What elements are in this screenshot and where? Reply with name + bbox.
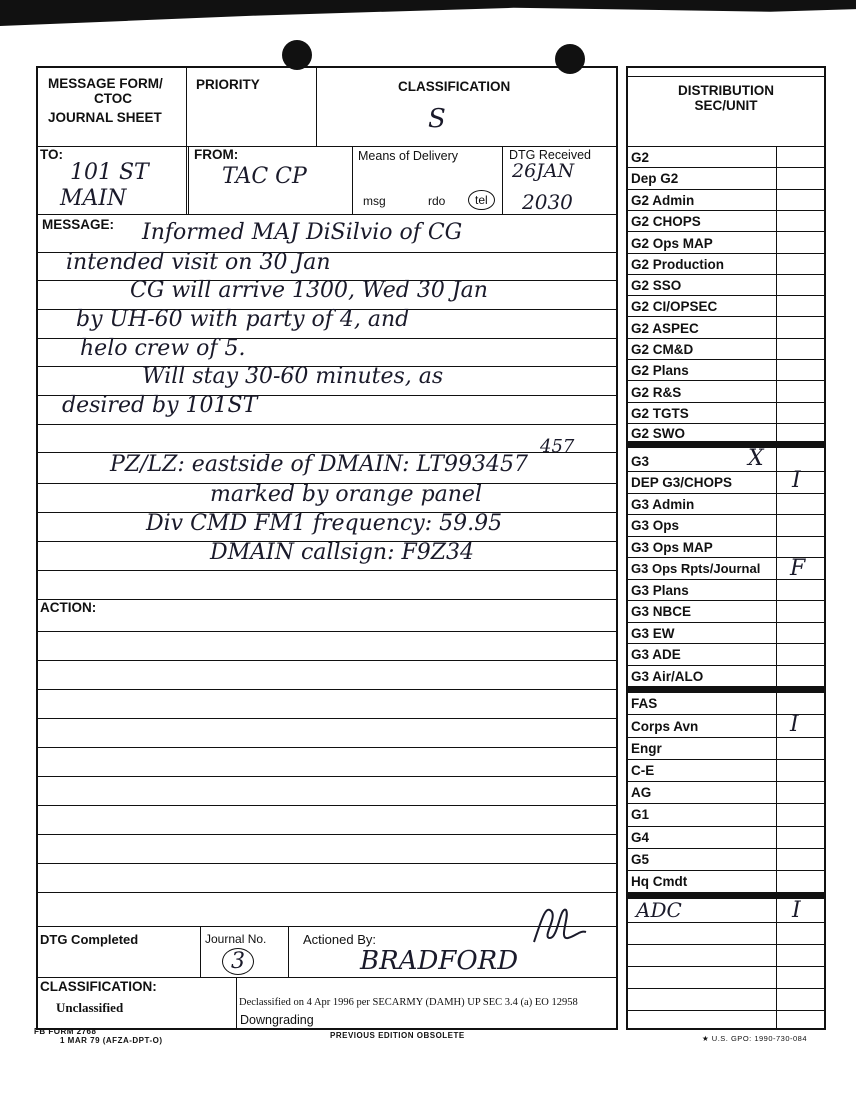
classification-value: Unclassified — [56, 1000, 124, 1015]
message-line-11: Div CMD FM1 frequency: 59.95 — [146, 511, 503, 536]
means-of-delivery-label: Means of Delivery — [358, 149, 459, 163]
form-number: FB FORM 2768 — [34, 1027, 97, 1036]
message-line-4: by UH-60 with party of 4, and — [76, 307, 410, 332]
message-line-10: marked by orange panel — [210, 482, 482, 507]
priority-label: PRIORITY — [196, 77, 260, 92]
dist-g2-rs: G2 R&S — [631, 385, 682, 400]
dist-g2-plans: G2 Plans — [631, 363, 689, 378]
to-label: TO: — [40, 147, 63, 162]
to-value-1: 101 ST — [70, 160, 149, 185]
dist-g3-plans: G3 Plans — [631, 583, 689, 598]
divider-g3-other — [628, 686, 824, 693]
message-label: MESSAGE: — [42, 217, 115, 232]
initials-signature — [528, 898, 590, 948]
dist-dep-g2: Dep G2 — [631, 171, 679, 186]
dist-ce: C-E — [631, 763, 655, 778]
actioned-by-label: Actioned By: — [303, 932, 376, 947]
message-line-12: DMAIN callsign: F9Z34 — [210, 540, 475, 565]
dist-engr: Engr — [631, 741, 662, 756]
dist-g3-ops-map: G3 Ops MAP — [631, 540, 713, 555]
dist-adc-handwritten: ADC — [636, 898, 682, 922]
dist-g2-chops: G2 CHOPS — [631, 214, 701, 229]
classification-mark: S — [428, 104, 446, 134]
bottom-classification-label: CLASSIFICATION: — [40, 979, 157, 994]
declassification-note: Declassified on 4 Apr 1996 per SECARMY (DAMH) UP SEC 3.4 (a) EO 12958 — [239, 997, 578, 1008]
message-line-2: intended visit on 30 Jan — [66, 250, 331, 275]
dist-g3-admin: G3 Admin — [631, 497, 695, 512]
message-line-5: helo crew of 5. — [80, 336, 246, 361]
dist-fas: FAS — [631, 696, 658, 711]
form-date: 1 MAR 79 (AFZA-DPT-O) — [60, 1036, 163, 1045]
grid-correction: 457 — [540, 436, 575, 457]
dist-ag: AG — [631, 785, 652, 800]
dtg-received-label: DTG Received — [509, 148, 591, 162]
dist-g2-admin: G2 Admin — [631, 193, 695, 208]
dist-hq-cmdt: Hq Cmdt — [631, 874, 688, 889]
dist-g2-sso: G2 SSO — [631, 278, 682, 293]
scan-edge — [0, 0, 856, 22]
downgrading-label: Downgrading — [240, 1013, 314, 1027]
journal-no-label: Journal No. — [205, 932, 267, 946]
classification-label: CLASSIFICATION — [398, 79, 511, 94]
dist-g1: G1 — [631, 807, 650, 822]
to-value-2: MAIN — [60, 186, 127, 211]
message-line-6: Will stay 30-60 minutes, as — [142, 364, 444, 389]
form-title: MESSAGE FORM/ CTOC JOURNAL SHEET — [48, 76, 163, 125]
action-label: ACTION: — [40, 600, 97, 615]
dist-g3-nbce: G3 NBCE — [631, 604, 692, 619]
divider-g2-g3 — [628, 441, 824, 448]
dist-g2-cmd: G2 CM&D — [631, 342, 694, 357]
mark-g3-ops-rpts: F — [790, 556, 806, 581]
message-line-9: PZ/LZ: eastside of DMAIN: LT993457 — [110, 452, 528, 477]
dist-dep-g3-chops: DEP G3/CHOPS — [631, 475, 733, 490]
message-line-3: CG will arrive 1300, Wed 30 Jan — [130, 278, 488, 303]
dist-g2-production: G2 Production — [631, 257, 725, 272]
dist-corps-avn: Corps Avn — [631, 719, 699, 734]
dist-g3: G3 — [631, 454, 650, 469]
dtg-received-time: 2030 — [522, 190, 573, 214]
dist-g2-ops-map: G2 Ops MAP — [631, 236, 713, 251]
dist-g2-tgts: G2 TGTS — [631, 406, 689, 421]
actioned-by-value: BRADFORD — [360, 946, 519, 976]
mark-corps-avn: I — [790, 712, 799, 737]
gpo-note: ★ U.S. GPO: 1990-730-084 — [702, 1034, 808, 1043]
from-label: FROM: — [194, 147, 239, 162]
dist-g2-aspec: G2 ASPEC — [631, 321, 699, 336]
message-line-7: desired by 101ST — [62, 393, 258, 418]
mark-adc: I — [792, 898, 801, 923]
dist-g5: G5 — [631, 852, 650, 867]
means-tel-circled: tel — [468, 190, 495, 210]
previous-edition-note: PREVIOUS EDITION OBSOLETE — [330, 1031, 465, 1040]
dist-g4: G4 — [631, 830, 650, 845]
mark-g3: X — [748, 446, 764, 471]
means-rdo: rdo — [428, 194, 446, 208]
journal-no-value: 3 — [222, 948, 254, 975]
dist-g3-air-alo: G3 Air/ALO — [631, 669, 704, 684]
means-msg: msg — [363, 194, 386, 208]
dist-g3-ade: G3 ADE — [631, 647, 681, 662]
dist-g2-swo: G2 SWO — [631, 426, 686, 441]
dist-g3-ops: G3 Ops — [631, 518, 680, 533]
dist-g3-ops-rpts-journal: G3 Ops Rpts/Journal — [631, 561, 761, 576]
dist-g2: G2 — [631, 150, 650, 165]
dtg-received-date: 26JAN — [512, 160, 575, 182]
message-line-1: Informed MAJ DiSilvio of CG — [142, 220, 463, 245]
distribution-title: DISTRIBUTION SEC/UNIT — [678, 83, 774, 113]
mark-dep-g3: I — [792, 468, 801, 493]
dist-g2-ci-opsec: G2 CI/OPSEC — [631, 299, 718, 314]
dist-g3-ew: G3 EW — [631, 626, 675, 641]
from-value: TAC CP — [222, 164, 307, 189]
dtg-completed-label: DTG Completed — [40, 932, 139, 947]
